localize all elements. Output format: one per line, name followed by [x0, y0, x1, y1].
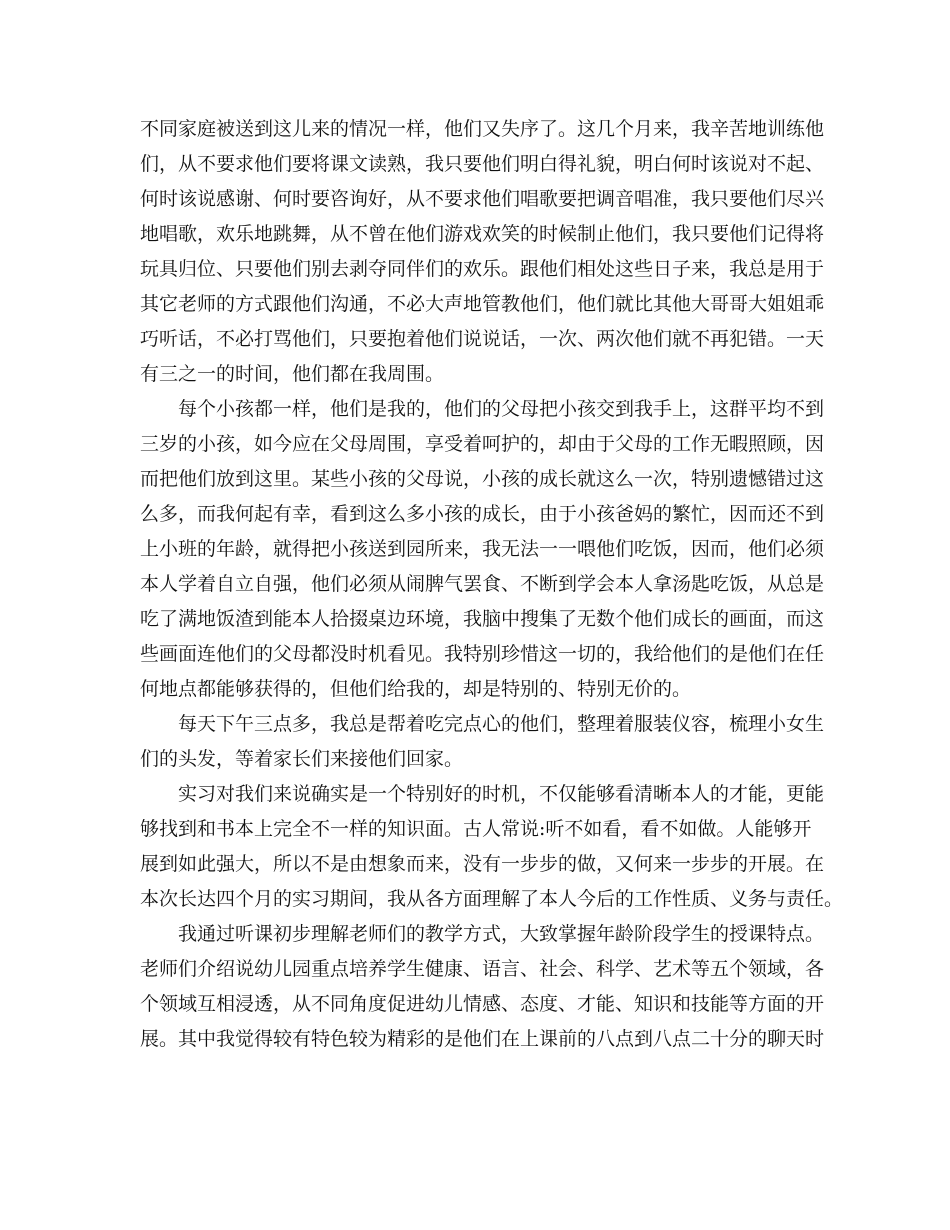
text-line: 玩具归位、只要他们别去剥夺同伴们的欢乐。跟他们相处这些日子来，我总是用于	[140, 258, 825, 280]
text-line: 些画面连他们的父母都没时机看见。我特别珍惜这一切的，我给他们的是他们在任	[140, 643, 825, 665]
paragraph-start-line: 每天下午三点多，我总是帮着吃完点心的他们，整理着服装仪容，梳理小女生	[178, 713, 825, 735]
text-line: 们，从不要求他们要将课文读熟，我只要他们明白得礼貌，明白何时该说对不起、	[140, 153, 825, 175]
paragraph-start-line: 实习对我们来说确实是一个特别好的时机，不仅能够看清晰本人的才能，更能	[178, 783, 825, 805]
text-line: 吃了满地饭渣到能本人拾掇桌边环境，我脑中搜集了无数个他们成长的画面，而这	[140, 608, 825, 630]
text-line: 够找到和书本上完全不一样的知识面。古人常说:听不如看，看不如做。人能够开	[140, 818, 812, 840]
text-line: 老师们介绍说幼儿园重点培养学生健康、语言、社会、科学、艺术等五个领域，各	[140, 958, 825, 980]
text-line: 何时该说感谢、何时要咨询好，从不要求他们唱歌要把调音唱准，我只要他们尽兴	[140, 188, 825, 210]
text-line: 三岁的小孩，如今应在父母周围，享受着呵护的，却由于父母的工作无暇照顾，因	[140, 433, 825, 455]
text-line: 么多，而我何起有幸，看到这么多小孩的成长，由于小孩爸妈的繁忙，因而还不到	[140, 503, 825, 525]
text-line: 地唱歌，欢乐地跳舞，从不曾在他们游戏欢笑的时候制止他们，我只要他们记得将	[140, 223, 825, 245]
text-line: 个领域互相浸透，从不同角度促进幼儿情感、态度、才能、知识和技能等方面的开	[140, 993, 825, 1015]
text-line: 巧听话，不必打骂他们，只要抱着他们说说话，一次、两次他们就不再犯错。一天	[140, 328, 825, 350]
text-line: 展。其中我觉得较有特色较为精彩的是他们在上课前的八点到八点二十分的聊天时	[140, 1028, 825, 1050]
text-line: 不同家庭被送到这儿来的情况一样，他们又失序了。这几个月来，我辛苦地训练他	[140, 118, 825, 140]
paragraph-start-line: 我通过听课初步理解老师们的教学方式，大致掌握年龄阶段学生的授课特点。	[178, 923, 825, 945]
text-line: 们的头发，等着家长们来接他们回家。	[140, 748, 464, 770]
text-line: 何地点都能够获得的，但他们给我的，却是特别的、特别无价的。	[140, 678, 692, 700]
body-text	[140, 112, 844, 1057]
text-line: 本人学着自立自强，他们必须从闹脾气罢食、不断到学会本人拿汤匙吃饭，从总是	[140, 573, 825, 595]
text-line: 有三之一的时间，他们都在我周围。	[140, 363, 445, 385]
text-line: 其它老师的方式跟他们沟通，不必大声地管教他们，他们就比其他大哥哥大姐姐乖	[140, 293, 825, 315]
text-line: 而把他们放到这里。某些小孩的父母说，小孩的成长就这么一次，特别遗憾错过这	[140, 468, 825, 490]
text-line: 本次长达四个月的实习期间，我从各方面理解了本人今后的工作性质、义务与责任。	[140, 888, 844, 910]
text-line: 上小班的年龄，就得把小孩送到园所来，我无法一一喂他们吃饭，因而，他们必须	[140, 538, 825, 560]
paragraph-start-line: 每个小孩都一样，他们是我的，他们的父母把小孩交到我手上，这群平均不到	[178, 398, 825, 420]
text-line: 展到如此强大，所以不是由想象而来，没有一步步的做，又何来一步步的开展。在	[140, 853, 825, 875]
